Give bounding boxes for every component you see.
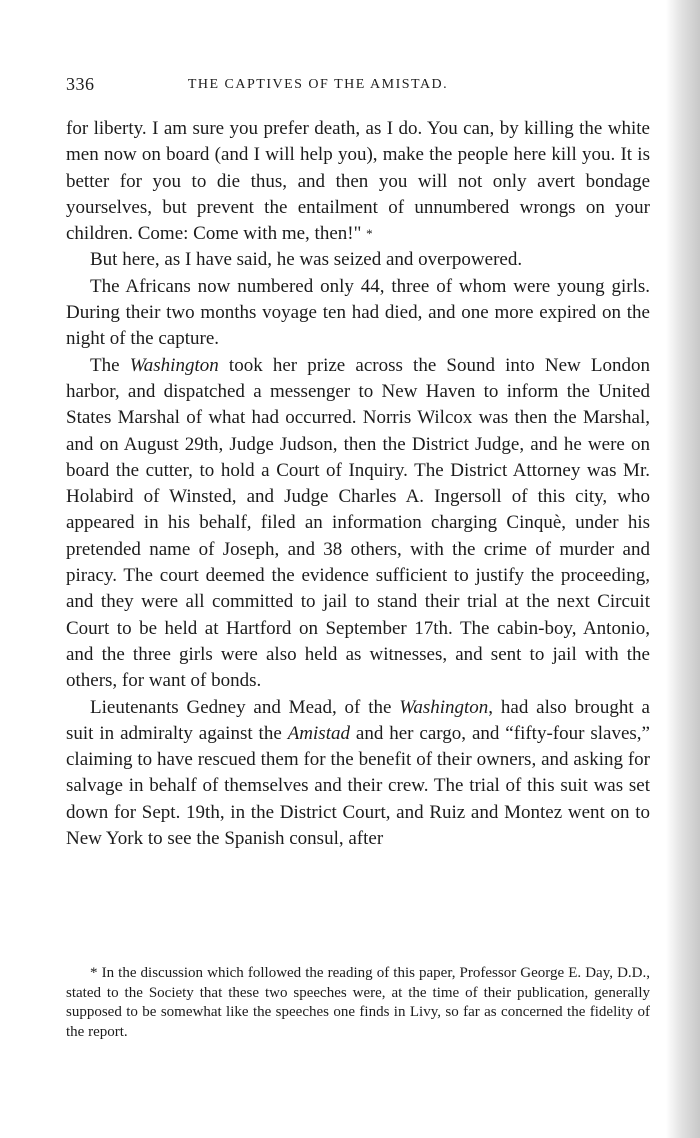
ship-name: Amistad	[287, 722, 350, 744]
running-title: THE CAPTIVES OF THE AMISTAD.	[187, 77, 449, 92]
footnote-mark: *	[90, 965, 98, 981]
footnote-reference: *	[366, 226, 373, 242]
text-run: took her prize across the Sound into New London harbor, and dispatched a messenger to New Haven to inform the United States Marshal of what had occurred. Norris Wilcox was then the Marshal, and on August 29th, Judge Judson, then the District Judge, and he were on board the cutter, to hold a Court of Inquiry. The District Attorney was Mr. Holabird of Winsted, and Judge Charles A. Ingersoll of this city, who appeared in his behalf, filed an information charging Cinquè, under his pretended name of Joseph, and 38 others, with the crime of murder and piracy. The court deemed the evidence sufficient to justify the proceeding, and they were all committed to jail to stand their trial at the next Circuit Court to be held at Hartford on September 17th. The cabin-boy, Antonio, and the three girls were also held as witnesses, and sent to jail with the others, for want of bonds.	[66, 354, 650, 692]
footnote-text: In the discussion which followed the reading of this paper, Professor George E. Day, D.D., stated to the Society that these two speeches were, at the time of their publication, generally supposed to be somewhat like the speeches one finds in Livy, so far as concerned the fidelity of the report.	[66, 965, 650, 1040]
paragraph	[66, 353, 650, 695]
text-run: The	[90, 354, 130, 376]
page-number: 336	[66, 74, 95, 94]
body-text	[66, 116, 650, 852]
ship-name: Washington	[399, 696, 489, 718]
footnote-paragraph	[66, 964, 650, 1042]
ship-name: Washington	[129, 354, 219, 376]
paragraph	[66, 695, 650, 853]
text-run: , had also brought a suit in admiralty against the	[66, 696, 650, 744]
footnote	[66, 964, 650, 1042]
paragraph-text: for liberty. I am sure you prefer death, as I do. You can, by killing the white men now on board (and I will help you), make the people here kill you. It is better for you to die thus, and then you will not only avert bondage yourselves, but prevent the entailment of unnumbered wrongs on your children. Come: Come with me, then!"	[66, 118, 650, 245]
page-edge-shadow	[666, 0, 700, 1138]
text-run: Lieutenants Gedney and Mead, of the	[90, 696, 400, 718]
page-header	[66, 74, 650, 98]
text-run: and her cargo, and “fifty-four slaves,” claiming to have rescued them for the benefit of their owners, and asking for salvage in behalf of themselves and their crew. The trial of this suit was set down for Sept. 19th, in the District Court, and Ruiz and Montez went on to New York to see the Spanish consul, after	[66, 722, 650, 850]
paragraph: But here, as I have said, he was seized and overpowered.	[90, 249, 523, 271]
paragraph: The Africans now numbered only 44, three of whom were young girls. During their two months voyage ten had died, and one more expired on the night of the capture.	[66, 275, 650, 350]
paragraph-continued	[66, 116, 650, 247]
